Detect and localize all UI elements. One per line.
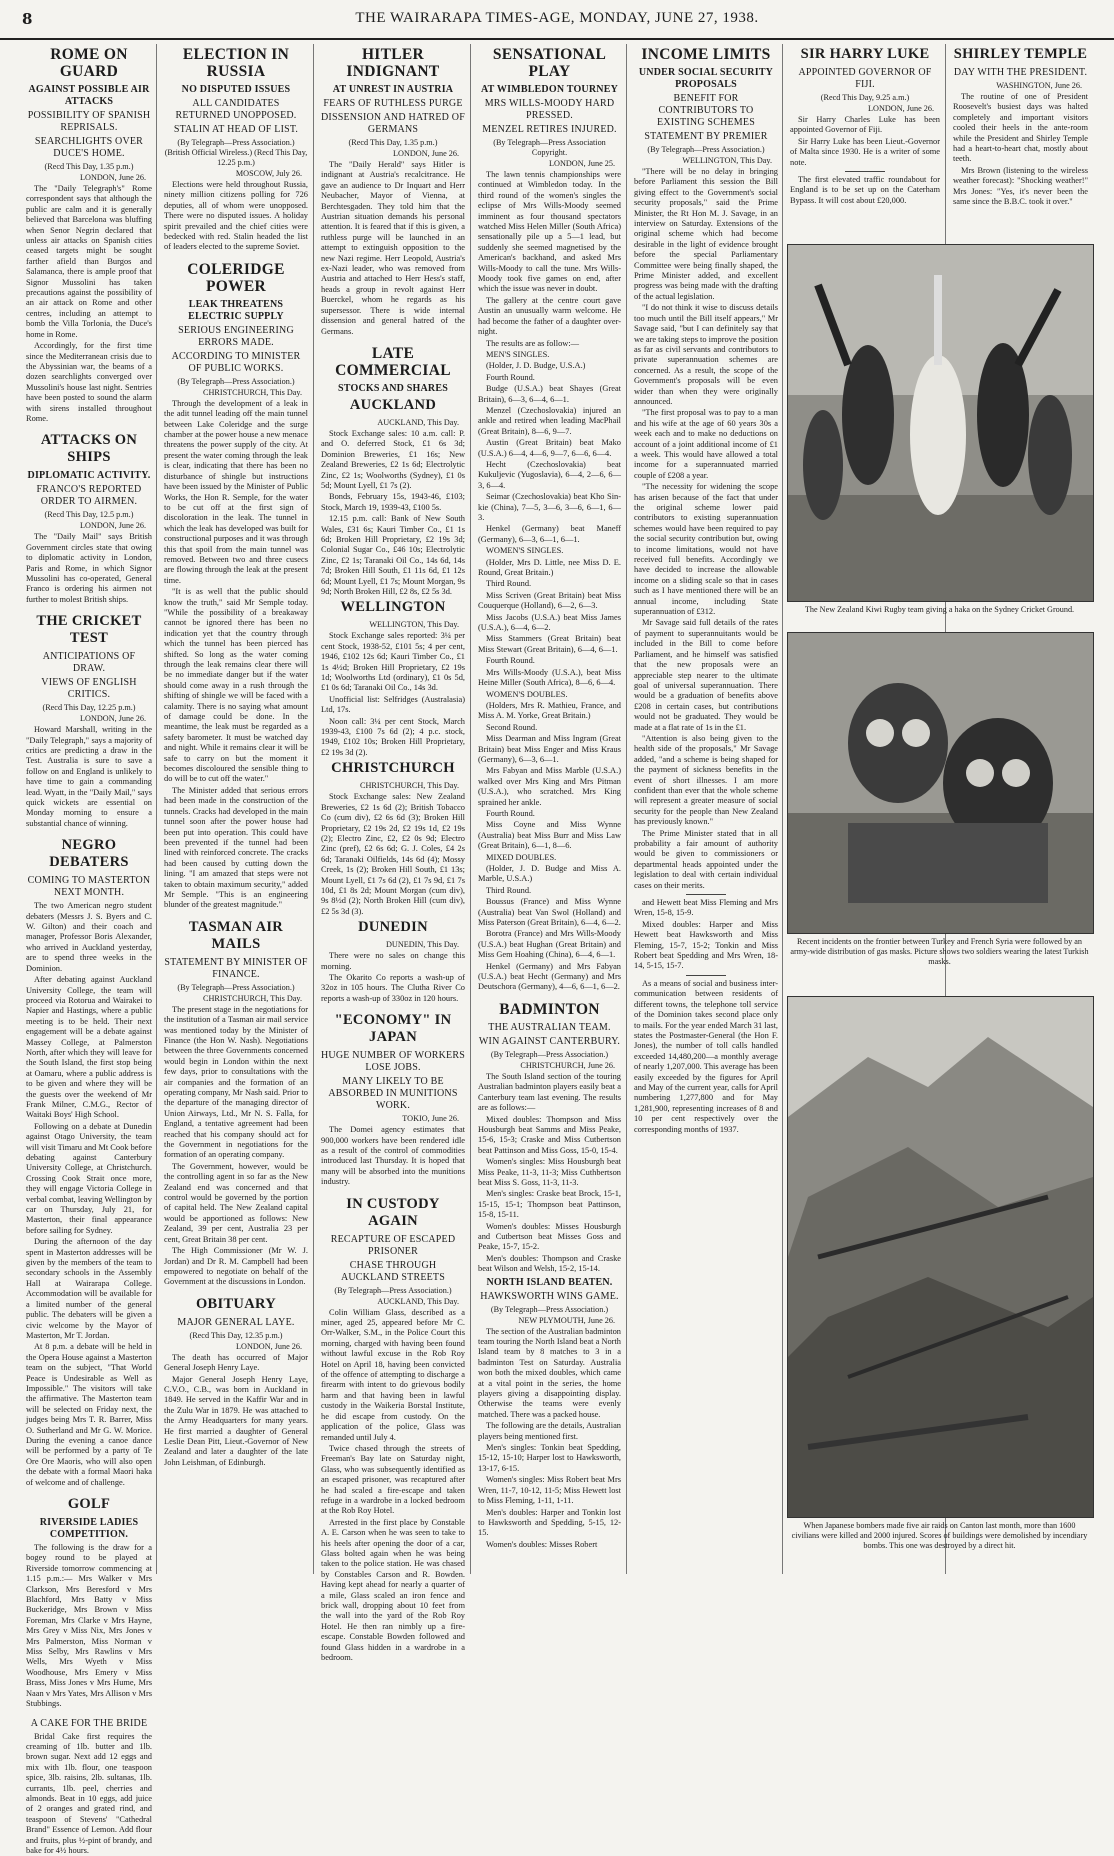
paragraph: The two American negro student debaters (Messrs J. S. Byers and C. W. Gilton) and their coach and manager, Professor Boris Alexander, who arrived in Auckland yesterday, are to spend three weeks in the Dominion. bbox=[26, 901, 152, 974]
credit-line: (By Telegraph—Press Association.) bbox=[478, 1050, 621, 1060]
credit-line: (By Telegraph—Press Association.) bbox=[634, 145, 778, 155]
subdeck: FRANCO'S REPORTED ORDER TO AIRMEN. bbox=[26, 484, 152, 508]
headline: ELECTION IN RUSSIA bbox=[164, 46, 308, 80]
result-line: (Holders, Mrs R. Mathieu, France, and Miss A. M. Yorke, Great Britain.) bbox=[478, 701, 621, 722]
result-line: Miss Scriven (Great Britain) beat Miss Couquerque (Holland), 6—2, 6—3. bbox=[478, 591, 621, 612]
advert-cake bbox=[26, 1718, 152, 1856]
subdeck: BENEFIT FOR CONTRIBUTORS TO EXISTING SCHEMES bbox=[634, 93, 778, 129]
running-head: THE WAIRARAPA TIMES-AGE, MONDAY, JUNE 27, 1938. bbox=[0, 10, 1114, 27]
paragraph: Women's singles: Miss Robert beat Mrs Wren, 11-7, 10-12, 11-5; Miss Hewett lost to Miss Fleming, 1-11, 1-11. bbox=[478, 1475, 621, 1506]
credit-line: (By Telegraph—Press Association.) bbox=[478, 1305, 621, 1315]
dateline: WASHINGTON, June 26. bbox=[953, 81, 1088, 91]
paragraph: As a means of social and business inter-communication between residents of different towns, the telephone toll service of the Dominion takes second place only to mails. For the year ended March 31 last, states the Postmaster-General (the Hon F. Jones), the number of toll calls handled exceeded 14,480,200—a monthly average of nearly 1,207,000. This average has been easily exceeded by the figures for April and May of the current year, calls for April numbering 1,277,800 and for May 1,281,900, representing increases of 8 and 10 per cent respectively over the corresponding months of 1937. bbox=[634, 979, 778, 1135]
column-2 bbox=[160, 44, 312, 1574]
paragraph: Bridal Cake first requires the creaming of 1lb. butter and 1lb. brown sugar. Next add 12 eggs and mix with 1lb. flour, one teaspoon spice, 3lb. raisins, 2lb. sultanas, 1lb. currants, 1lb. peel, cherries and almonds. Beat in 10 eggs, add juice of 2 oranges and grated rind, and teaspoon of Stevens' "Cathedral Brand" Essence of Lemon. Add flour and fruits, plus ½-pint of brandy, and bake for 4½ hours. bbox=[26, 1732, 152, 1856]
dateline: DUNEDIN, This Day. bbox=[321, 940, 465, 950]
headline: SHIRLEY TEMPLE bbox=[953, 46, 1088, 63]
result-line: Fourth Round. bbox=[478, 656, 621, 666]
column-1 bbox=[22, 44, 156, 1574]
deck: STOCKS AND SHARES bbox=[321, 383, 465, 395]
dateline: LONDON, June 26. bbox=[321, 149, 465, 159]
subdeck: STALIN AT HEAD OF LIST. bbox=[164, 124, 308, 136]
haka-image bbox=[788, 245, 1093, 601]
deck: UNDER SOCIAL SECURITY PROPOSALS bbox=[634, 67, 778, 91]
paragraph: Noon call: 3¼ per cent Stock, March 1939-43, £100 7s 6d (2); 4 p.c. stock, 1949, £102 10s; Broken Hill Proprietary, £2 19s 3d (2). bbox=[321, 717, 465, 759]
paragraph: Sir Harry Luke has been Lieut.-Governor of Malta since 1930. He is a writer of some note. bbox=[790, 137, 940, 168]
paragraph: The Domei agency estimates that 900,000 workers have been rendered idle as a result of the control of commodities introduced last Thursday. It is hoped that many will be absorbed into the munitions industry. bbox=[321, 1125, 465, 1187]
credit-line: (By Telegraph—Press Association.) (British Official Wireless.) (Recd This Day, 12.25 p.m.) bbox=[164, 138, 308, 168]
dateline: WELLINGTON, This Day. bbox=[321, 620, 465, 630]
dateline: CHRISTCHURCH, This Day. bbox=[164, 388, 308, 398]
paragraph: The Minister added that serious errors had been made in the construction of the tunnels. Cracks had developed in the main tunnel soon after the power house had been put into operation. This could have been prevented if the tunnel had been lined with reinforced concrete. The cracks had been caused by cutting down the lining. "I am amazed that steps were not taken to obtain maximum security," added Mr Semple. "This is an engineering blunder of the greatest magnitude." bbox=[164, 786, 308, 911]
paragraph: There were no sales on change this morning. bbox=[321, 951, 465, 972]
headline: OBITUARY bbox=[164, 1296, 308, 1313]
result-line: Miss Dearman and Miss Ingram (Great Britain) beat Miss Enger and Miss Kraus (Germany), 6—3, 6—1. bbox=[478, 734, 621, 765]
article-golf bbox=[26, 1496, 152, 1710]
result-line: Third Round. bbox=[478, 579, 621, 589]
column-7 bbox=[949, 44, 1092, 224]
result-line: Borotra (France) and Mrs Wills-Moody (U.S.A.) beat Hughan (Great Britain) and Miss Gem Hoahing (China), 6—4, 6—1. bbox=[478, 929, 621, 960]
paragraph: "I do not think it wise to discuss details too much until the Bill itself appears," Mr Savage said, "but I can definitely say that we are taking steps to improve the position as far as civil servants and contributors to private superannuation schemes are concerned. As a result, the scope of the Government's proposals will be even wider than when they were originally announced. bbox=[634, 303, 778, 407]
result-line: MIXED DOUBLES. bbox=[478, 853, 621, 863]
paragraph: Stock Exchange sales: 10 a.m. call: P. and O. deferred Stock, £1 6s 3d; Dominion Breweries, £1 16s; New Zealand Breweries, £2 1s 6d; Electrolytic Zinc, £2 1s; Woolworths (Sydney), £1 0s 5d; Mount Lyell, £1 7s (2). bbox=[321, 429, 465, 491]
dateline: LONDON, June 26. bbox=[26, 714, 152, 724]
subdeck: DISSENSION AND HATRED OF GERMANS bbox=[321, 112, 465, 136]
dateline: CHRISTCHURCH, This Day. bbox=[164, 994, 308, 1004]
paragraph: The first elevated traffic roundabout for England is to be set up on the Caterham Bypass. It will cost about £20,000. bbox=[790, 175, 940, 206]
credit-line: (Recd This Day, 12.5 p.m.) bbox=[26, 510, 152, 520]
subdeck: SEARCHLIGHTS OVER DUCE'S HOME. bbox=[26, 136, 152, 160]
paragraph: Twice chased through the streets of Freeman's Bay late on Saturday night, Glass, who was subsequently identified as an escaped prisoner, was recaptured after he had scaled a fire-escape and taken refuge in a wardrobe in a locked bedroom at the Rob Roy Hotel. bbox=[321, 1444, 465, 1517]
subdeck: ACCORDING TO MINISTER OF PUBLIC WORKS. bbox=[164, 351, 308, 375]
paragraph: Accordingly, for the first time since the Mediterranean crisis due to the Abyssinian war, the beams of a dozen searchlights converged over Mussolini's house last night. Sentries have been posted to sound the alarm with sirens installed throughout Rome. bbox=[26, 341, 152, 424]
paragraph: Major General Joseph Henry Laye, C.V.O., C.B., was born in Auckland in 1849. He served in the Kaffir War and in the Zulu War in 1879. He was attached to the Army Headquarters for many years. He first married a daughter of General Leslie Dean Pitt, Lieut.-Governor of New Zealand and later a daughter of the late John Leishman, of Edinburgh. bbox=[164, 1375, 308, 1469]
paragraph: The results are as follow:— bbox=[478, 339, 621, 349]
article-coleridge-power bbox=[164, 261, 308, 911]
paragraph: 12.15 p.m. call: Bank of New South Wales, £31 6s; Kauri Timber Co., £1 1s 6d; Broken Hill Proprietary, £2 19s 3d; Colonial Sugar Co., £46 10s; Electrolytic Zinc, £2 1s; Taranaki Oil Co., 14s 6d, 14s 7d; Broken Hill South, £1 11s 6d, £1 12s 6d; Mount Lyell, £1 7s; Mount Morgan, 9s 9d; North Broken Hill, £2 8s, £2 5s 3d. bbox=[321, 514, 465, 597]
results-list bbox=[478, 350, 621, 993]
result-line: Miss Coyne and Miss Wynne (Australia) beat Miss Burr and Miss Law (Great Britain), 6—1, 8—6. bbox=[478, 820, 621, 851]
headline: GOLF bbox=[26, 1496, 152, 1513]
paragraph: Stock Exchange sales reported: 3¼ per cent Stock, 1938-52, £101 5s; 4 per cent, 1946, £102 12s 6d; Kauri Timber Co., £1 1s 4½d; Broken Hill Proprietary, £2 19s 1d; Woolworths Ltd (ordinary), £1 0s 5d, £1 0s 6d; Taranaki Oil Co., 14s 3d. bbox=[321, 631, 465, 693]
dateline: LONDON, June 26. bbox=[26, 521, 152, 531]
paragraph: Mixed doubles: Thompson and Miss Housburgh beat Samms and Miss Peake, 15-6, 15-3; Craske and Miss Cutbertson beat Pattinson and Miss Goss, 15-0, 15-4. bbox=[478, 1115, 621, 1157]
headline: BADMINTON bbox=[478, 1001, 621, 1018]
paragraph: Unofficial list: Selfridges (Australasia) Ltd, 17s. bbox=[321, 695, 465, 716]
deck: THE AUSTRALIAN TEAM. bbox=[478, 1022, 621, 1034]
section-head: AUCKLAND bbox=[321, 397, 465, 414]
divider bbox=[686, 975, 726, 976]
paragraph: The South Island section of the touring Australian badminton players easily beat a Canterbury team last evening. The results are as follows:— bbox=[478, 1072, 621, 1114]
paragraph: "The first proposal was to pay to a man and his wife at the age of 60 years 30s a week each and to make no deductions on account of a joint additional income of £1 a week. This would have allowed a total income for a superannuated married couple of £208 a year. bbox=[634, 408, 778, 481]
paragraph: Mr Savage said full details of the rates of payment to superannuitants would be included in the Bill to come before Parliament, and he himself was satisfied that the new proposals were an appreciable step nearer to the ultimate goal of universal superannuation. There would be a graduation of benefits above £208 in certain cases, but contributions would not be graduated. They would be made at a flat rate of 1s in the £1. bbox=[634, 618, 778, 732]
headline: COLERIDGE POWER bbox=[164, 261, 308, 295]
photo-caption: Recent incidents on the frontier between Turkey and French Syria were followed by an army-wide distribution of gas masks. Picture shows two soldiers wearing the latest Turkish masks. bbox=[789, 937, 1090, 967]
deck: LEAK THREATENS ELECTRIC SUPPLY bbox=[164, 299, 308, 323]
paragraph: Mixed doubles: Harper and Miss Hewett beat Hawksworth and Miss Fleming, 15-7, 15-2; Tonkin and Miss Robert beat Spedding and Mrs Wren, 18-14, 5-15, 15-7. bbox=[634, 920, 778, 972]
deck: ANTICIPATIONS OF DRAW. bbox=[26, 651, 152, 675]
dateline: LONDON, June 25. bbox=[478, 159, 621, 169]
article-shirley-temple bbox=[953, 46, 1088, 207]
paragraph: Women's singles: Miss Housburgh beat Miss Peake, 11-3, 11-3; Miss Cuthbertson beat Miss S. Goss, 11-3, 11-3. bbox=[478, 1157, 621, 1188]
paragraph: After debating against Auckland University College, the team will proceed via Rotorua and Wairakei to Napier and Hastings, where a public meeting is to be held. Their next engagement will be a debate against Massey College, at Palmerston North, after which they will leave for the South Island, the first stop being at Oamaru, where a public address is to be given and where they will be the guests over the weekend of Mr Frank Milner, C.M.G., Rector of Waitaki Boys' High School. bbox=[26, 975, 152, 1121]
result-line: Second Round. bbox=[478, 723, 621, 733]
deck: AT WIMBLEDON TOURNEY bbox=[478, 84, 621, 96]
column-4 bbox=[474, 44, 625, 1574]
result-line: WOMEN'S SINGLES. bbox=[478, 546, 621, 556]
paragraph: The following is the draw for a bogey round to be played at Riverside tomorrow commencing at 1.15 p.m.:— Mrs Walker v Mrs Clarkson, Mrs Beresford v Mrs Blachford, Mrs Batty v Miss Buckeridge, Mrs Brown v Miss Foreman, Mrs Clarke v Mrs Hayne, Mrs Grey v Miss Nix, Mrs Jones v Mrs Palmerston, Miss Norman v Miss Selby, Mrs Rawlins v Mrs Wells, Mrs Wyeth v Miss Woodhouse, Mrs Emery v Miss Brass, Miss Jones v Mrs Hume, Mrs Naan v Mrs Yates, Mrs Allison v Mrs Stubbings. bbox=[26, 1543, 152, 1710]
article-rome bbox=[26, 46, 152, 424]
column-3 bbox=[317, 44, 469, 1574]
paragraph: "There will be no delay in bringing before Parliament this session the Bill giving effect to the Government's social security proposals," said the Prime Minister, the Rt Hon M. J. Savage, in an interview on Saturday. Extensions of the original scheme which had become desirable in the light of evidence brought before the special Parliamentary Committee were being finally shaped, the Prime Minister added, and excellent progress was being made with the drafting of the actual legislation. bbox=[634, 167, 778, 302]
subdeck: ALL CANDIDATES RETURNED UNOPPOSED. bbox=[164, 98, 308, 122]
credit-line: (By Telegraph—Press Association.) bbox=[164, 377, 308, 387]
credit-line: (By Telegraph—Press Association.) bbox=[321, 1286, 465, 1296]
paragraph: "Attention is also being given to the health side of the proposals," Mr Savage added, "and a scheme is being shaped for the payment of sickness benefits in the event of short illnesses. I am more confident than ever that the whole scheme will represent a greater measure of social security for the people than New Zealand has previously known." bbox=[634, 734, 778, 828]
photo-canton bbox=[787, 996, 1094, 1518]
subdeck: CHASE THROUGH AUCKLAND STREETS bbox=[321, 1260, 465, 1284]
article-election-russia bbox=[164, 46, 308, 253]
column-rule bbox=[156, 44, 157, 1574]
subdeck: POSSIBILITY OF SPANISH REPRISALS. bbox=[26, 110, 152, 134]
result-line: MEN'S SINGLES. bbox=[478, 350, 621, 360]
dateline: CHRISTCHURCH, This Day. bbox=[321, 781, 465, 791]
credit-line: (Recd This Day, 1.35 p.m.) bbox=[26, 162, 152, 172]
paragraph: Women's doubles: Misses Robert bbox=[478, 1540, 621, 1550]
dateline: LONDON, June 26. bbox=[164, 1342, 308, 1352]
photo-block-haka bbox=[787, 244, 1092, 623]
column-rule bbox=[313, 44, 314, 1574]
headline: HITLER INDIGNANT bbox=[321, 46, 465, 80]
article-badminton bbox=[478, 1001, 621, 1550]
paragraph: Men's doubles: Thompson and Craske beat Wilson and Welsh, 15-2, 15-14. bbox=[478, 1254, 621, 1275]
paragraph: Howard Marshall, writing in the "Daily Telegraph," says a majority of critics are predicting a draw in the Test. Australia is sure to save a follow on and England is unlikely to have time to gain a commanding lead. Wyatt, in the "Daily Mail," says quick wickets are essential on Monday morning to ensure a substantial chance of winning. bbox=[26, 725, 152, 829]
dateline: WELLINGTON, This Day. bbox=[634, 156, 778, 166]
headline: THE CRICKET TEST bbox=[26, 613, 152, 647]
paragraph: Stock Exchange sales: New Zealand Breweries, £2 1s 6d (2); British Tobacco Co (cum div), £2 6s 6d (3); Broken Hill Proprietary, £2 19s 2d, £2 19s 1d, £2 19s (2); Electro Zinc, £2, £2 0s 9d; Electro Zinc (pref), £2 6s 6d; G. J. Coles, £4 2s 6d; Taranaki Oilfields, 14s 6d (4); Mossy Creek, 1s (2); Broken Hill South, £1 13s; Mount Lyell, £1 7s 6d (2), £1 7s 9d, £1 7s 10d, £1 8s 2d; Mount Morgan (cum div), 9s 8½d (2); North Broken Hill (cum div), £2 5s 3d (3). bbox=[321, 792, 465, 917]
photo-block-gas-masks bbox=[787, 632, 1092, 975]
paragraph: The section of the Australian badminton team touring the North Island beat a North Island team by 8 matches to 3 in a badminton Test on Saturday. Australia won both the mixed doubles, which came at a vital point in the series, the home players giving a disappointing display. Otherwise the teams were evenly matched. There was a packed house. bbox=[478, 1327, 621, 1421]
paragraph: At 8 p.m. a debate will be held in the Opera House against a Masterton team on the subject, "That World Peace is Undesirable as Well as Impossible." The visitors will take the affirmative. The Masterton team will be selected on Friday next, the judges being Mrs T. R. Barrer, Miss O. Sutherland and Mr G. W. Morice. During the evening a canoe dance will be performed by a party of Te Ore Ore Maoris, who will also open the debate with a formal Maori haka of welcome and of challenge. bbox=[26, 1342, 152, 1488]
paragraph: The "Daily Telegraph's" Rome correspondent says that although the public are calm and it is generally believed that Barcelona was bluffing when Senor Negrin declared that unless air attacks on Spanish cities ceased targets might be sought farther afield than Burgos and Salamanca, there is ample proof that Signor Mussolini has taken precautions against the possibility of an air attack on Rome and other centres, including an attempt to bomb the Villa Torlonia, the Duce's home in Rome. bbox=[26, 184, 152, 340]
paragraph: Men's singles: Craske beat Brock, 15-1, 15-15, 15-1; Thompson beat Pattinson, 15-8, 15-11. bbox=[478, 1189, 621, 1220]
photo-caption: The New Zealand Kiwi Rugby team giving a haka on the Sydney Cricket Ground. bbox=[789, 605, 1090, 615]
paragraph: The gallery at the centre court gave Austin an unusually warm welcome. He had become the father of a daughter over-night. bbox=[478, 296, 621, 338]
paragraph: Arrested in the first place by Constable A. E. Carson when he was seen to take to his heels after opening the door of a car, Glass bolted again when he was being taken to the police station. He was chased by Constables Carson and R. Bowden. Having kept ahead for nearly a quarter of a mile, Glass scaled an iron fence and brick wall, dropping about 10 feet from the wall into the yard of the Rob Roy Hotel. He then ran nimbly up a fire-escape. Constable Bowden followed and found Glass hidden in a wardrobe in a bedroom. bbox=[321, 1518, 465, 1664]
paragraph: Women's doubles: Misses Housburgh and Cutbertson beat Misses Goss and Peake, 15-7, 15-2. bbox=[478, 1222, 621, 1253]
paragraph: The Prime Minister stated that in all probability a fair amount of authority would be given to commissioners or departmental heads appointed under the legislation to deal with certain individual cases on their merits. bbox=[634, 829, 778, 891]
deck: HUGE NUMBER OF WORKERS LOSE JOBS. bbox=[321, 1050, 465, 1074]
dateline: NEW PLYMOUTH, June 26. bbox=[478, 1316, 621, 1326]
paragraph: Colin William Glass, described as a miner, aged 25, appeared before Mr C. Orr-Walker, S.M., in the Police Court this morning, charged with having been found without lawful excuse in the Rob Roy Hotel on April 18, having been convicted of the offence of attempting to discharge a firearm with intent to do grievous bodily harm and that having been in lawful custody in the Waikeria Borstal Institute, he did escape from custody. On the application of the police, Glass was remanded until July 4. bbox=[321, 1308, 465, 1443]
result-line: Mrs Fabyan and Miss Marble (U.S.A.) walked over Mrs King and Mrs Pitman (U.S.A.), who scratched. Mrs King sprained her ankle. bbox=[478, 766, 621, 808]
result-line: (Holder, J. D. Budge, U.S.A.) bbox=[478, 361, 621, 371]
article-economy-japan bbox=[321, 1012, 465, 1187]
result-line: Henkel (Germany) beat Maneff (Germany), 6—3, 6—1, 6—1. bbox=[478, 524, 621, 545]
column-rule bbox=[626, 44, 627, 1574]
headline: TASMAN AIR MAILS bbox=[164, 919, 308, 953]
headline: IN CUSTODY AGAIN bbox=[321, 1196, 465, 1230]
photo-haka bbox=[787, 244, 1094, 602]
article-income-limits bbox=[634, 46, 778, 1135]
paragraph: During the afternoon of the day spent in Masterton addresses will be given by the members of the team to secondary schools in the Assembly Hall at Wairarapa College. Accommodation will be available for a limited number of the general public. The debaters will be given a civic welcome by the Mayor of Masterton, Mr T. Jordan. bbox=[26, 1237, 152, 1341]
article-harry-luke bbox=[790, 46, 940, 206]
dateline: MOSCOW, July 26. bbox=[164, 169, 308, 179]
divider bbox=[686, 894, 726, 895]
paragraph: The "Daily Mail" says British Government circles state that owing to diplomatic activity in London, Paris and Rome, in which Signor Mussolini has co-operated, General Franco is ordering his airmen not further to molest British ships. bbox=[26, 532, 152, 605]
result-line: WOMEN'S DOUBLES. bbox=[478, 690, 621, 700]
paragraph: Sir Harry Charles Luke has been appointed Governor of Fiji. bbox=[790, 115, 940, 136]
deck: DAY WITH THE PRESIDENT. bbox=[953, 67, 1088, 79]
paragraph: Men's doubles: Harper and Tonkin lost to Hawksworth and Spedding, 5-15, 12-15. bbox=[478, 1508, 621, 1539]
headline: LATE COMMERCIAL bbox=[321, 345, 465, 379]
deck: MAJOR GENERAL LAYE. bbox=[164, 1317, 308, 1329]
paragraph: and Hewett beat Miss Fleming and Mrs Wren, 15-8, 15-9. bbox=[634, 898, 778, 919]
article-tasman-air-mails bbox=[164, 919, 308, 1288]
section-head: WELLINGTON bbox=[321, 599, 465, 616]
headline: NEGRO DEBATERS bbox=[26, 837, 152, 871]
paragraph: The death has occurred of Major General Joseph Henry Laye. bbox=[164, 1353, 308, 1374]
divider bbox=[845, 171, 885, 172]
paragraph: The High Commissioner (Mr W. J. Jordan) and Dr R. M. Campbell had been empowered to negotiate on behalf of the Government at the discussions in London. bbox=[164, 1246, 308, 1288]
dateline: LONDON, June 26. bbox=[26, 173, 152, 183]
paragraph: The routine of one of President Roosevelt's busiest days was halted completely and important visitors cooled their heels in the ante-room while the President and Shirley Temple had a heart-to-heart chat, mostly about teeth. bbox=[953, 92, 1088, 165]
credit-line: (By Telegraph—Press Association.) bbox=[164, 983, 308, 993]
dateline: AUCKLAND, This Day. bbox=[321, 1297, 465, 1307]
result-line: (Holder, J. D. Budge and Miss A. Marble, U.S.A.) bbox=[478, 864, 621, 885]
credit-line: (Recd This Day, 9.25 a.m.) bbox=[790, 93, 940, 103]
paragraph: Mrs Brown (listening to the wireless weather forecast): "Shocking weather!" Mrs Jones: "Yes, it's never been the same since the B.B.C. took it over." bbox=[953, 166, 1088, 208]
result-line: Miss Stammers (Great Britain) beat Miss Stewart (Great Britain), 6—4, 6—1. bbox=[478, 634, 621, 655]
headline: SIR HARRY LUKE bbox=[790, 46, 940, 63]
deck: RECAPTURE OF ESCAPED PRISONER bbox=[321, 1234, 465, 1258]
subdeck: WIN AGAINST CANTERBURY. bbox=[478, 1036, 621, 1048]
subdeck: MENZEL RETIRES INJURED. bbox=[478, 124, 621, 136]
credit-line: (Recd This Day, 1.35 p.m.) bbox=[321, 138, 465, 148]
deck: HAWKSWORTH WINS GAME. bbox=[478, 1291, 621, 1303]
section-head: CHRISTCHURCH bbox=[321, 760, 465, 777]
result-line: Budge (U.S.A.) beat Shayes (Great Britain), 6—3, 6—4, 6—1. bbox=[478, 384, 621, 405]
paragraph: The present stage in the negotiations for the institution of a Tasman air mail service was mentioned today by the Minister of Finance (the Hon W. Nash). Negotiations between the three Governments concerned would begin in London within the next few days, prior to consultations with the air companies and the formation of an operating company, Mr Nash said. Prior to the departure of the managing director of Union Airways, Ltd., Mr N. S. Falla, for England, a tentative agreement had been reached that his company should act for the Government in negotiations for the formation of an operating company. bbox=[164, 1005, 308, 1161]
article-late-commercial bbox=[321, 345, 465, 1004]
article-hitler bbox=[321, 46, 465, 337]
headline: "ECONOMY" IN JAPAN bbox=[321, 1012, 465, 1046]
paragraph: "The necessity for widening the scope has arisen because of the fact that under the original scheme lower paid contributors to existing superannuation schemes would have been required to pay the social security contribution but, owing to income limitations, would not have received full benefits. Accordingly we have decided to increase the allowable income on a sliding scale so that in cases such as I have mentioned there will be an annual income, including State superannuation of £312. bbox=[634, 482, 778, 617]
headline: A CAKE FOR THE BRIDE bbox=[26, 1718, 152, 1730]
column-rule bbox=[782, 44, 783, 1574]
photo-gas-masks bbox=[787, 632, 1094, 934]
paragraph: Following on a debate at Dunedin against Otago University, the team will visit Timaru and Mt Cook before debating against Canterbury University College, at Christchurch. Crossing Cook Strait once more, they will engage Victoria College in verbal combat, leaving Wellington by car on Thursday, July 21, for Masterton, their final appearance before sailing for Sydney. bbox=[26, 1122, 152, 1236]
credit-line: (Recd This Day, 12.25 p.m.) bbox=[26, 703, 152, 713]
canton-ruins-image bbox=[788, 997, 1093, 1517]
paragraph: Men's singles: Tonkin beat Spedding, 15-12, 15-10; Harper lost to Hawksworth, 13-17, 6-15. bbox=[478, 1443, 621, 1474]
result-line: Seimar (Czechoslovakia) beat Kho Sin-kie (China), 7—5, 3—6, 3—6, 6—1, 6—3. bbox=[478, 492, 621, 523]
credit-line: (By Telegraph—Press Association Copyright. bbox=[478, 138, 621, 158]
paragraph: Elections were held throughout Russia, ninety million citizens polling for 726 deputies, all of whom were unopposed. There were no disputed issues. A holiday spirit prevailed and the chief cities were bedecked with red. Stalin headed the list of leaders elected to the supreme Soviet. bbox=[164, 180, 308, 253]
deck: STATEMENT BY MINISTER OF FINANCE. bbox=[164, 957, 308, 981]
article-obituary bbox=[164, 1296, 308, 1468]
photo-caption: When Japanese bombers made five air raids on Canton last month, more than 1600 civilians were killed and 2000 injured. Scores of buildings were demolished by incendiary bombs. This one was destroyed by a direct hit. bbox=[789, 1521, 1090, 1551]
subheadline: NORTH ISLAND BEATEN. bbox=[478, 1277, 621, 1289]
paragraph: Bonds, February 15s, 1943-46, £103; Stock, March 19, 1939-43, £100 5s. bbox=[321, 492, 465, 513]
deck: DIPLOMATIC ACTIVITY. bbox=[26, 470, 152, 482]
paragraph: "It is as well that the public should know the truth," said Mr Semple today. "While the possibility of a breakaway cannot be ignored there has been no indication yet that the country through which the tunnel has been pierced has shifted. So long as the water coming through the leak remains clear there will be no immediate danger but if the water should come away in a rush through the shifting of shingle we will be faced with a calamity. There is no saying what amount of damage could be done. In the meantime, the leak must be regarded as a safety barometer. It must be watched day and night. While it remains clear it will be safe to carry on but the moment it becomes discoloured the sensible thing to do will be to cut off the water." bbox=[164, 587, 308, 785]
result-line: (Holder, Mrs D. Little, nee Miss D. E. Round, Great Britain.) bbox=[478, 558, 621, 579]
article-attacks-on-ships bbox=[26, 432, 152, 605]
paragraph: The lawn tennis championships were continued at Wimbledon today. In the third round of the women's singles the eclipse of Mrs Wills-Moody seemed imminent as four thousand spectators watched Miss Helen Miller (South Africa) sensationally pile up a 5—1 lead, but suddenly she seemed magnetised by the American's backhand, and asked Mrs Wills-Moody to call the tune. Mrs Wills-Moody took five games on end, after which the issue was never in doubt. bbox=[478, 170, 621, 295]
result-line: Mrs Wills-Moody (U.S.A.), beat Miss Heine Miller (South Africa), 8—6, 6—4. bbox=[478, 668, 621, 689]
dateline: TOKIO, June 26. bbox=[321, 1114, 465, 1124]
column-rule bbox=[470, 44, 471, 1574]
paragraph: Through the development of a leak in the adit tunnel leading off the main tunnel between Lake Coleridge and the surge chamber at the power house a new menace threatens the power supply of the city. At present the water coming through the leak is clear, indicating that there has been no disturbance of shingle but instructions have been issued by the Minister of Public Works, the Hon R. Semple, for the water to be cut off at the first sign of discoloration in the leak. The tunnel in which the leak has developed was built for constructional purposes and it was through this that spoil from the main tunnel was removed. Between two and three cusecs are flowing through the leak at the present time. bbox=[164, 399, 308, 586]
paragraph: The following are the details, Australian players being mentioned first. bbox=[478, 1421, 621, 1442]
headline: ROME ON GUARD bbox=[26, 46, 152, 80]
article-wimbledon bbox=[478, 46, 621, 993]
headline: SENSATIONAL PLAY bbox=[478, 46, 621, 80]
column-5 bbox=[630, 44, 782, 1574]
result-line: Fourth Round. bbox=[478, 809, 621, 819]
result-line: Menzel (Czechoslovakia) injured an ankle and retired when leading MacPhail (Great Britain), 8—6, 9—7. bbox=[478, 406, 621, 437]
deck: RIVERSIDE LADIES COMPETITION. bbox=[26, 1517, 152, 1541]
dateline: LONDON, June 26. bbox=[790, 104, 940, 114]
subdeck: STATEMENT BY PREMIER bbox=[634, 131, 778, 143]
result-line: Austin (Great Britain) beat Mako (U.S.A.) 6—4, 4—6, 9—7, 6—6, 6—4. bbox=[478, 438, 621, 459]
deck: NO DISPUTED ISSUES bbox=[164, 84, 308, 96]
result-line: Fourth Round. bbox=[478, 373, 621, 383]
result-line: Henkel (Germany) and Mrs Fabyan (U.S.A.) beat Hecht (Germany) and Mrs Deutschora (Germany), 4—6, 6—1, 6—2. bbox=[478, 962, 621, 993]
article-cricket-test bbox=[26, 613, 152, 829]
section-head: DUNEDIN bbox=[321, 919, 465, 936]
masthead bbox=[0, 0, 1114, 40]
headline: ATTACKS ON SHIPS bbox=[26, 432, 152, 466]
result-line: Third Round. bbox=[478, 886, 621, 896]
subdeck: VIEWS OF ENGLISH CRITICS. bbox=[26, 677, 152, 701]
subdeck: SERIOUS ENGINEERING ERRORS MADE. bbox=[164, 325, 308, 349]
result-line: Boussus (France) and Miss Wynne (Australia) beat Van Swol (Holland) and Miss Paterson (Great Britain), 6—4, 6—2. bbox=[478, 897, 621, 928]
subdeck: MANY LIKELY TO BE ABSORBED IN MUNITIONS WORK. bbox=[321, 1076, 465, 1112]
deck: AGAINST POSSIBLE AIR ATTACKS bbox=[26, 84, 152, 108]
subdeck: MRS WILLS-MOODY HARD PRESSED. bbox=[478, 98, 621, 122]
paragraph: The Government, however, would be the controlling agent in so far as the New Zealand end was concerned and that control would be governed by the portion of capital held. The New Zealand capital would be apportioned as follows: New Zealand, 39 per cent, Australia 23 per cent, Great Britain 38 per cent. bbox=[164, 1162, 308, 1245]
deck: APPOINTED GOVERNOR OF FIJI. bbox=[790, 67, 940, 91]
gas-mask-image bbox=[788, 633, 1093, 933]
paragraph: The Okarito Co reports a wash-up of 32oz in 105 hours. The Clutha River Co reports a wash-up of 330oz in 120 hours. bbox=[321, 973, 465, 1004]
deck: COMING TO MASTERTON NEXT MONTH. bbox=[26, 875, 152, 899]
subdeck: FEARS OF RUTHLESS PURGE bbox=[321, 98, 465, 110]
dateline: AUCKLAND, This Day. bbox=[321, 418, 465, 428]
photo-block-canton bbox=[787, 996, 1092, 1559]
paragraph: The "Daily Herald" says Hitler is indignant at Austria's recalcitrance. He gave an audience to Dr Inquart and Herr Neubacher, Mayor of Vienna, at Berchtesgaden. They told him that the Austrian situation demands his personal attention. It is feared that if this is given, a ruthless purge will be launched in an attempt to extinguish opposition to the new Nazi regime. Herr Leopold, Austria's ex-Nazi leader, who was removed from Austria and attached to Herr Hess's staff, heads a group in revolt against Herr Buerckel, whom he regards as his supersessor. There is wide internal dissension and general hatred of the Germans. bbox=[321, 160, 465, 337]
headline: INCOME LIMITS bbox=[634, 46, 778, 63]
page-number: 8 bbox=[22, 10, 32, 28]
credit-line: (Recd This Day, 12.35 p.m.) bbox=[164, 1331, 308, 1341]
result-line: Miss Jacobs (U.S.A.) beat Miss James (U.S.A.), 6—4, 6—2. bbox=[478, 613, 621, 634]
dateline: CHRISTCHURCH, June 26. bbox=[478, 1061, 621, 1071]
deck: AT UNREST IN AUSTRIA bbox=[321, 84, 465, 96]
article-in-custody bbox=[321, 1196, 465, 1664]
result-line: Hecht (Czechoslovakia) beat Kukuljevic (Yugoslavia), 6—4, 2—6, 6—3, 6—4. bbox=[478, 460, 621, 491]
article-negro-debaters bbox=[26, 837, 152, 1488]
